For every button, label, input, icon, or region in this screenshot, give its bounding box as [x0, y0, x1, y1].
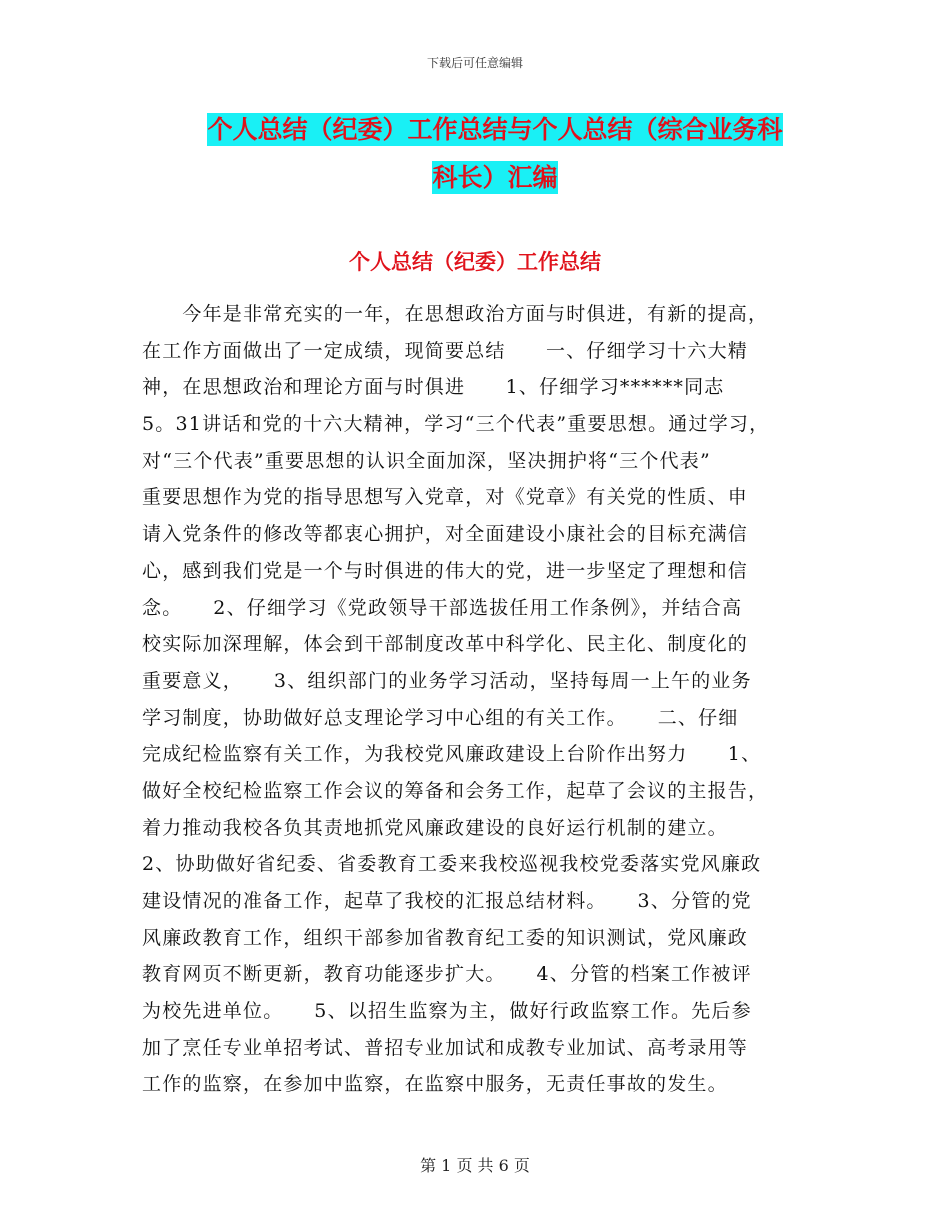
header-note: 下载后可任意编辑 [426, 56, 523, 70]
body-line: 念。 2、仔细学习《党政领导干部选拔任用工作条例》，并结合高 [142, 596, 743, 619]
body-line: 学习制度，协助做好总支理论学习中心组的有关工作。 二、仔细 [142, 706, 739, 729]
body-line: 今年是非常充实的一年，在思想政治方面与时俱进，有新的提高， [142, 303, 769, 325]
body-line: 对“三个代表”重要思想的认识全面加深，坚决拥护将“三个代表” [142, 449, 711, 472]
body-line: 风廉政教育工作，组织干部参加省教育纪工委的知识测试，党风廉政 [142, 926, 749, 949]
body-line: 心，感到我们党是一个与时俱进的伟大的党，进一步坚定了理想和信 [142, 559, 749, 582]
body-line: 校实际加深理解，体会到干部制度改革中科学化、民主化、制度化的 [142, 633, 749, 656]
body-line: 重要意义， 3、组织部门的业务学习活动，坚持每周一上午的业务 [142, 669, 752, 692]
body-line: 着力推动我校各负其责地抓党风廉政建设的良好运行机制的建立。 [142, 816, 728, 839]
document-title-line-1: 个人总结（纪委）工作总结与个人总结（综合业务科 [207, 115, 783, 144]
body-line: 为校先进单位。 5、以招生监察为主，做好行政监察工作。先后参 [142, 1000, 752, 1023]
body-line: 重要思想作为党的指导思想写入党章，对《党章》有关党的性质、申 [142, 486, 749, 509]
body-line: 教育网页不断更新，教育功能逐步扩大。 4、分管的档案工作被评 [142, 963, 752, 986]
section-title: 个人总结（纪委）工作总结 [349, 250, 601, 274]
body-text [142, 296, 842, 1103]
body-line: 5。31讲话和党的十六大精神，学习“三个代表”重要思想。通过学习， [142, 413, 770, 436]
body-line: 神，在思想政治和理论方面与时俱进 1、仔细学习******同志 [142, 376, 725, 399]
body-line: 加了烹任专业单招考试、普招专业加试和成教专业加试、高考录用等 [142, 1036, 749, 1059]
body-line: 完成纪检监察有关工作，为我校党风廉政建设上台阶作出努力 1、 [142, 743, 762, 766]
body-line: 2、协助做好省纪委、省委教育工委来我校巡视我校党委落实党风廉政 [142, 853, 762, 876]
document-title-line-2: 科长）汇编 [432, 163, 558, 192]
body-line: 在工作方面做出了一定成绩，现简要总结 一、仔细学习十六大精 [142, 339, 749, 362]
body-line: 建设情况的准备工作，起草了我校的汇报总结材料。 3、分管的党 [142, 890, 752, 912]
page-footer: 第 1 页 共 6 页 [420, 1156, 530, 1175]
document-title [150, 106, 840, 202]
body-line: 做好全校纪检监察工作会议的筹备和会务工作，起草了会议的主报告， [142, 779, 769, 802]
body-line: 工作的监察，在参加中监察，在监察中服务，无责任事故的发生。 [142, 1073, 728, 1096]
body-line: 请入党条件的修改等都衷心拥护，对全面建设小康社会的目标充满信 [142, 523, 749, 546]
